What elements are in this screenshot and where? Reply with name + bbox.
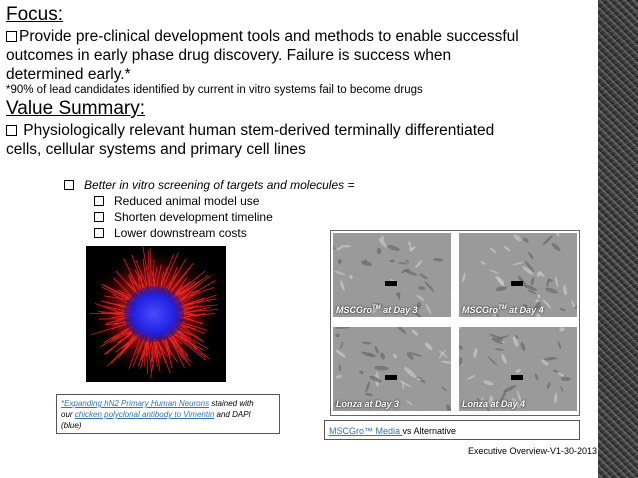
vimentin-link[interactable]: chicken polyclonal antibody to Vimentin	[74, 410, 215, 419]
neuron-link[interactable]: *Expanding hN2 Primary Human Neurons	[61, 399, 210, 408]
bullet-item	[94, 210, 273, 224]
checkbox-icon	[94, 196, 104, 206]
micrograph-label: MSCGro™ at Day 3	[336, 305, 418, 315]
bullet-main-label: Better in vitro screening of targets and molecules =	[84, 178, 355, 192]
checkbox-icon	[6, 31, 17, 42]
caption-text: our	[61, 410, 75, 419]
checkbox-icon	[6, 125, 17, 136]
decorative-frame	[598, 0, 638, 478]
caption-text: (blue)	[61, 421, 82, 430]
focus-footnote: *90% of lead candidates identified by current in vitro systems fail to become drugs	[6, 84, 423, 96]
scale-bar	[511, 375, 523, 380]
bullet-item-label: Lower downstream costs	[114, 226, 247, 240]
focus-line-2: outcomes in early phase drug discovery. Failure is success when	[6, 47, 452, 64]
focus-paragraph	[6, 27, 586, 84]
neuron-illustration	[86, 246, 226, 382]
media-caption	[324, 420, 580, 440]
micrograph-label: Lonza at Day 3	[336, 399, 400, 409]
caption-text: stained with	[209, 399, 254, 408]
focus-line-1: Provide pre-clinical development tools and methods to enable successful	[19, 28, 519, 45]
scale-bar	[511, 281, 523, 286]
value-line-2: cells, cellular systems and primary cell lines	[6, 141, 306, 158]
micrograph-label: MSCGro™ at Day 4	[462, 305, 544, 315]
micrograph-mscgro-day4	[459, 233, 577, 317]
bullet-item	[94, 226, 247, 240]
micrograph-mscgro-day3	[333, 233, 451, 317]
footer-text: Executive Overview-V1-30-2013	[468, 446, 598, 456]
bullet-item-label: Reduced animal model use	[114, 194, 260, 208]
checkbox-icon	[94, 212, 104, 222]
neuron-image	[86, 246, 226, 382]
neuron-caption	[56, 394, 280, 434]
mscgro-media-link[interactable]: MSCGro™ Media	[329, 426, 403, 436]
micrograph-lonza-day4	[459, 327, 577, 411]
media-caption-text: vs Alternative	[402, 426, 457, 436]
scale-bar	[385, 281, 397, 286]
bullet-main	[64, 178, 354, 192]
checkbox-icon	[94, 228, 104, 238]
micrograph-lonza-day3	[333, 327, 451, 411]
micrograph-label: Lonza at Day 4	[462, 399, 526, 409]
value-summary-heading: Value Summary:	[6, 98, 146, 119]
bullet-item	[94, 194, 259, 208]
focus-heading: Focus:	[6, 4, 64, 25]
scale-bar	[385, 375, 397, 380]
caption-text: and DAPI	[214, 410, 251, 419]
checkbox-icon	[64, 180, 74, 190]
value-paragraph	[6, 121, 586, 159]
bullet-item-label: Shorten development timeline	[114, 210, 273, 224]
value-line-1: Physiologically relevant human stem-derived terminally differentiated	[19, 122, 495, 139]
focus-line-3: determined early.*	[6, 66, 131, 83]
micrograph-grid	[330, 230, 580, 416]
